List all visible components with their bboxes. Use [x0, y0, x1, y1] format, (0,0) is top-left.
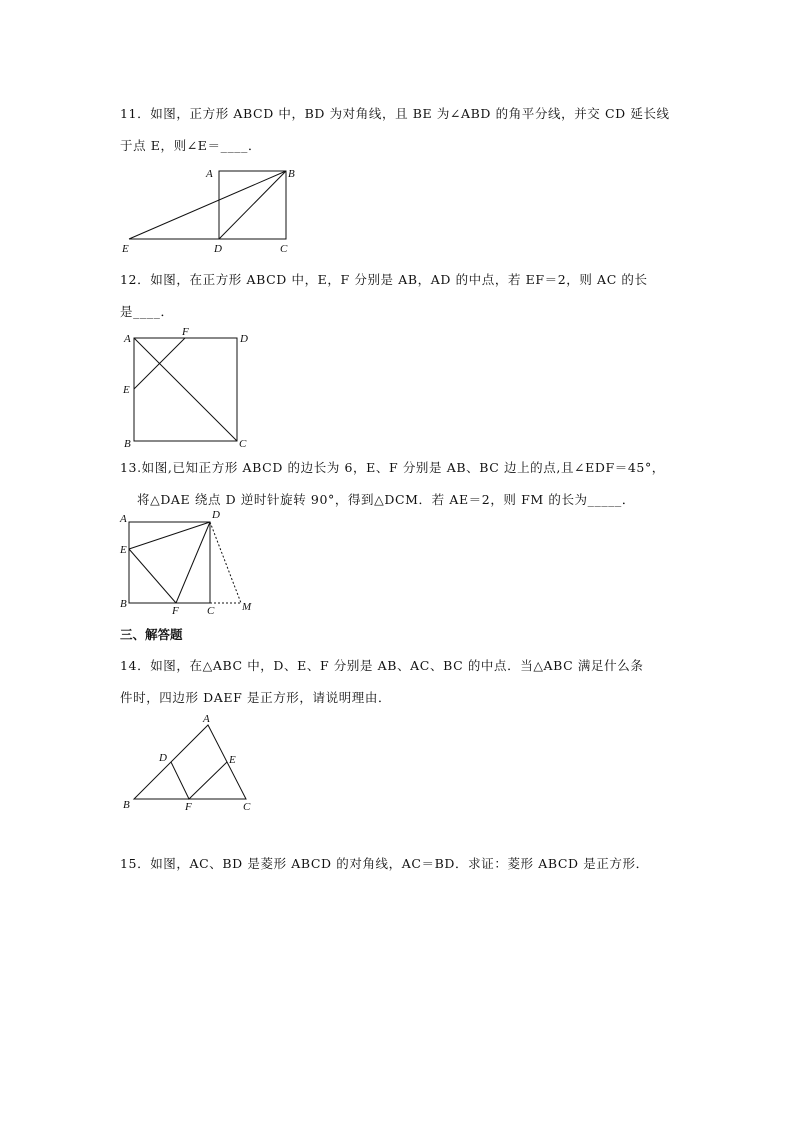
fig12-diagonal-ac	[134, 338, 237, 441]
q14-text-line1: 14．如图，在△ABC 中，D、E、F 分别是 AB、AC、BC 的中点．当△ABC 满足什么条	[120, 658, 644, 673]
fig13-label-c: C	[207, 605, 215, 617]
figure-q13	[119, 509, 252, 617]
fig13-segment-ef	[129, 549, 176, 603]
fig12-label-d: D	[240, 333, 248, 345]
q11-text-line1: 11．如图，正方形 ABCD 中，BD 为对角线，且 BE 为∠ABD 的角平分线，并交 CD 延长线	[120, 106, 670, 121]
fig14-label-b: B	[123, 799, 130, 811]
fig13-label-d: D	[212, 509, 220, 521]
fig13-label-b: B	[120, 598, 127, 610]
q12-text-line1: 12．如图，在正方形 ABCD 中，E，F 分别是 AB，AD 的中点，若 EF＝2，则 AC 的长	[120, 272, 648, 287]
fig13-label-e: E	[120, 544, 127, 556]
fig13-label-m: M	[242, 601, 252, 613]
figure-q14	[123, 713, 251, 813]
section-heading: 三、解答题	[120, 627, 183, 642]
fig14-label-e: E	[229, 754, 236, 766]
fig13-label-a: A	[120, 513, 127, 525]
fig13-segment-df	[176, 522, 210, 603]
fig12-label-f: F	[182, 326, 189, 338]
fig11-label-a: A	[206, 168, 213, 180]
fig12-label-a: A	[124, 333, 131, 345]
q15-text-line1: 15．如图，AC、BD 是菱形 ABCD 的对角线，AC＝BD．求证：菱形 ABCD 是正方形．	[120, 856, 649, 871]
q14-text-line2: 件时，四边形 DAEF 是正方形，请说明理由．	[120, 690, 392, 705]
fig12-label-e: E	[123, 384, 130, 396]
fig11-line-be	[129, 171, 286, 239]
fig11-label-d: D	[214, 243, 222, 255]
fig13-label-f: F	[172, 605, 179, 617]
fig13-segment-de	[129, 522, 210, 549]
q13-text-line2: 将△DAE 绕点 D 逆时针旋转 90°，得到△DCM．若 AE＝2，则 FM 的长为_____．	[137, 492, 636, 507]
q13-text-line1: 13.如图,已知正方形 ABCD 的边长为 6，E、F 分别是 AB、BC 边上的点,且∠EDF＝45°，	[120, 460, 665, 475]
figure-q12	[122, 326, 248, 450]
fig12-label-c: C	[239, 438, 247, 450]
fig14-label-d: D	[159, 752, 167, 764]
fig14-label-c: C	[243, 801, 251, 813]
fig11-label-e: E	[122, 243, 129, 255]
fig11-diagonal-bd	[219, 171, 286, 239]
fig14-label-a: A	[203, 713, 210, 725]
q11-text-line2: 于点 E，则∠E＝____．	[120, 138, 262, 153]
figure-q11	[121, 168, 295, 255]
fig13-segment-dm	[210, 522, 241, 603]
fig14-label-f: F	[185, 801, 192, 813]
fig11-label-b: B	[288, 168, 295, 180]
fig11-label-c: C	[280, 243, 288, 255]
q12-text-line2: 是____．	[120, 304, 174, 319]
fig14-midsegments	[171, 762, 227, 799]
fig12-label-b: B	[124, 438, 131, 450]
